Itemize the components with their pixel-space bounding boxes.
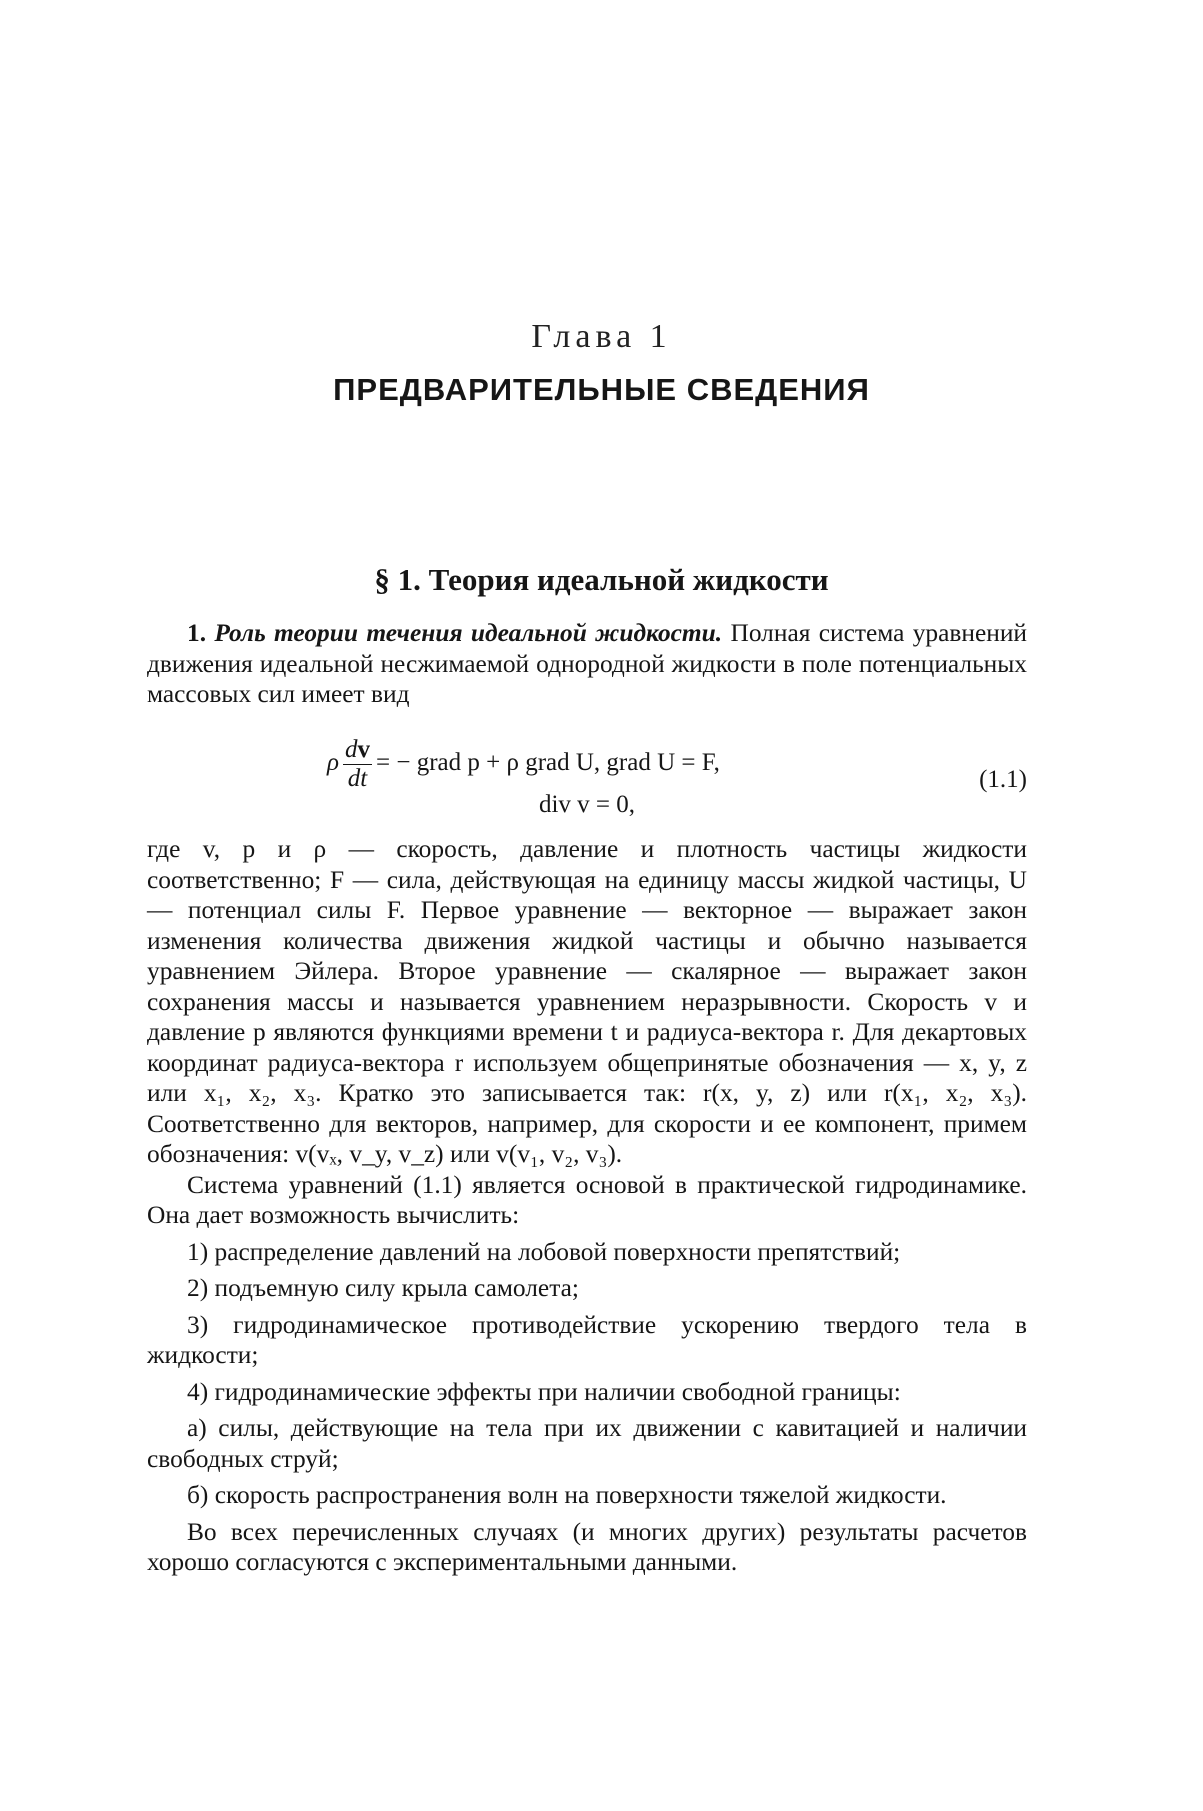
paragraph-system: Система уравнений (1.1) является основой в практической гидродинамике. Она дает возможность вычислить: — [147, 1170, 1027, 1229]
paragraph-heading: Роль теории течения идеальной жидкости. — [214, 619, 723, 647]
list-item-2: 2) подъемную силу крыла самолета; — [187, 1274, 579, 1302]
paragraph-conclusion: Во всех перечисленных случаях (и многих других) результаты расчетов хорошо согласуются с экспериментальными данными. — [147, 1517, 1027, 1576]
equation-1-1 — [147, 736, 1027, 836]
paragraph-intro — [147, 618, 1027, 710]
list-item-4: 4) гидродинамические эффекты при наличии свободной границы: — [187, 1377, 901, 1406]
paragraph-definitions: где v, p и ρ — скорость, давление и плотность частицы жидкости соответственно; F — сила, действующая на единицу массы жидкой частицы, U — потенциал силы F. Первое уравнение — векторное — выражает закон изменения количества движения жидкой частицы и обычно называется уравнением Эйлера. Второе уравнение — скалярное — выражает закон сохранения массы и называется уравнением неразрывности. Скорость v и давление p являются функциями времени t и радиуса-вектора r. Для декартовых координат радиуса-вектора r используем общепринятые обозначения — x, y, z или x₁, x₂, x₃. Кратко это записывается так: r(x, y, z) или r(x₁, x₂, x₃). Соответственно для векторов, например, для скорости и ее компонент, примем обозначения: v(vₓ, v_y, v_z) или v(v₁, v₂, v₃). — [147, 835, 1027, 1168]
equation-line-2: div v = 0, — [538, 791, 636, 818]
derivative-fraction: $\frac{dv}{dt}$ — [345, 736, 370, 792]
equation-line-1-rest: = − grad p + ρ grad U, grad U = F, — [376, 749, 720, 777]
paragraph-number: 1. — [187, 619, 207, 647]
paragraph-intro-text: Полная система уравнений движения идеальной несжимаемой однородной жидкости в поле потенциальных массовых сил имеет вид — [147, 619, 1027, 708]
list-item-1: 1) распределение давлений на лобовой поверхности препятствий; — [187, 1237, 901, 1266]
equation-line-1: ρ $\frac{dv}{dt}$ = − grad p + ρ grad U, grad U = F, — [327, 736, 720, 792]
list-item-4a: а) силы, действующие на тела при их движении с кавитацией и наличии свободных струй; — [147, 1414, 1027, 1473]
list-item-4b: б) скорость распространения волн на поверхности тяжелой жидкости. — [187, 1481, 947, 1509]
list-item-3: 3) гидродинамическое противодействие ускорению твердого тела в жидкости; — [147, 1310, 1027, 1369]
chapter-title: ПРЕДВАРИТЕЛЬНЫЕ СВЕДЕНИЯ — [333, 372, 870, 407]
equation-number: (1.1) — [979, 766, 1027, 793]
body-text — [147, 834, 1027, 1578]
section-title: § 1. Теория идеальной жидкости — [374, 562, 829, 597]
chapter-label: Глава 1 — [531, 318, 672, 355]
